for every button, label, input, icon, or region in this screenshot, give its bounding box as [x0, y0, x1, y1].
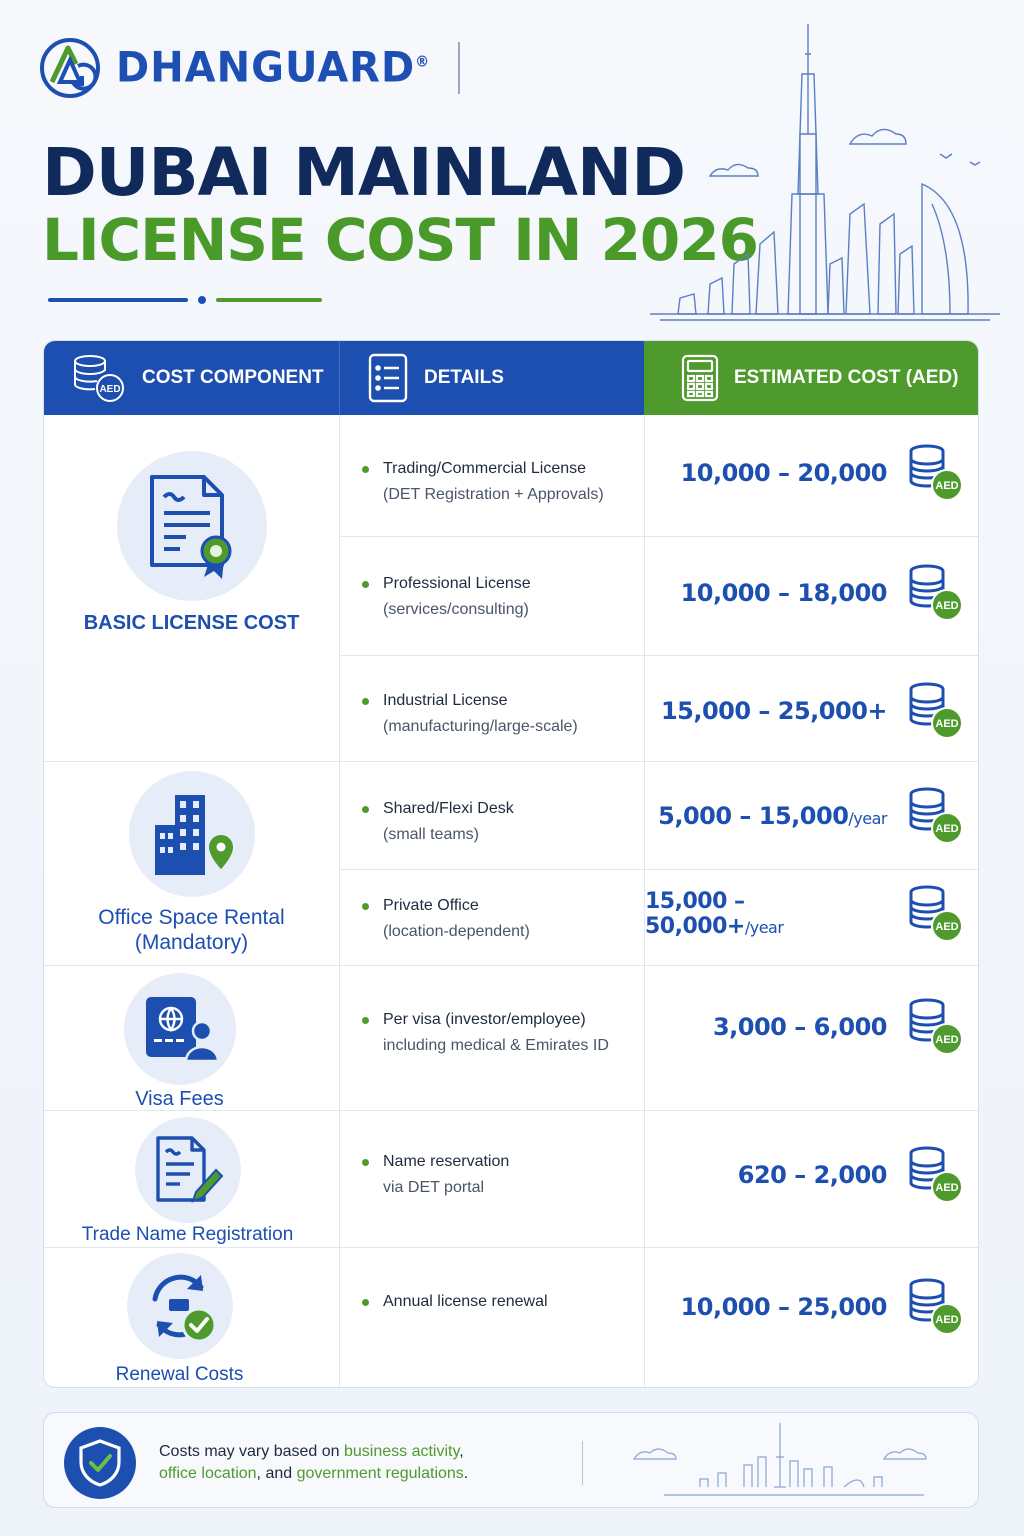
- cost-trading-license: [645, 443, 965, 503]
- cost-shared-desk: [645, 786, 965, 846]
- detail-annual-renewal: [362, 1289, 647, 1315]
- row-divider: [44, 761, 979, 762]
- detail-subtitle: (manufacturing/large-scale): [383, 718, 578, 735]
- building-location-icon: [147, 789, 237, 879]
- detail-professional-license: [362, 571, 647, 623]
- detail-title: Shared/Flexi Desk: [383, 800, 514, 817]
- certificate-icon: [144, 471, 240, 581]
- detail-subtitle: (services/consulting): [383, 601, 529, 618]
- detail-subtitle: (DET Registration + Approvals): [383, 486, 604, 503]
- detail-per-visa: [362, 1007, 647, 1059]
- row-divider: [339, 869, 979, 870]
- group-basic-license: [44, 451, 339, 636]
- bullet: [362, 698, 369, 705]
- detail-title: Annual license renewal: [383, 1293, 548, 1310]
- cost-renewal: [645, 1277, 965, 1337]
- svg-text:AED: AED: [935, 921, 959, 933]
- renewal-check-icon: [139, 1265, 221, 1347]
- cost-value: 5,000 – 15,000/year: [658, 802, 887, 830]
- group-label: Visa Fees: [135, 1088, 224, 1110]
- bullet: [362, 1299, 369, 1306]
- bullet: [362, 581, 369, 588]
- header-label: COST COMPONENT: [142, 367, 324, 388]
- column-divider: [339, 415, 340, 1387]
- group-visa-fees: [43, 973, 327, 1112]
- dubai-skyline-small-illustration: [624, 1417, 954, 1505]
- detail-subtitle: (small teams): [383, 826, 480, 843]
- table-header: [44, 341, 979, 415]
- detail-title: Name reservation: [383, 1153, 510, 1170]
- svg-text:AED: AED: [935, 1034, 959, 1046]
- bullet: [362, 466, 369, 473]
- building-icon-circle: [129, 771, 255, 897]
- svg-text:AED: AED: [935, 600, 959, 612]
- aed-coins-icon: [907, 1145, 965, 1205]
- disclaimer-note: Costs may vary based on business activity, office location, and government regulations.: [159, 1443, 469, 1482]
- detail-subtitle: via DET portal: [383, 1179, 485, 1196]
- header-estimated-cost: [644, 341, 979, 415]
- aed-coins-icon: [907, 443, 965, 503]
- header-cost-component: [44, 341, 339, 415]
- aed-coins-icon: [907, 997, 965, 1057]
- group-renewal: [43, 1253, 327, 1387]
- detail-title: Per visa (investor/employee): [383, 1011, 586, 1028]
- cost-value: 10,000 – 25,000: [680, 1293, 887, 1321]
- aed-coins-icon: [907, 884, 965, 944]
- renewal-icon-circle: [127, 1253, 233, 1359]
- bullet: [362, 1017, 369, 1024]
- aed-coins-icon: [907, 1277, 965, 1337]
- svg-text:AED: AED: [99, 384, 121, 395]
- detail-title: Trading/Commercial License: [383, 460, 587, 477]
- detail-industrial-license: [362, 688, 647, 740]
- group-trade-name: [43, 1117, 335, 1247]
- aed-coins-icon: [907, 786, 965, 846]
- cost-private-office: [645, 884, 965, 944]
- header-label: DETAILS: [424, 367, 504, 388]
- svg-text:AED: AED: [935, 480, 959, 492]
- cost-industrial-license: [645, 681, 965, 741]
- calculator-icon: [680, 353, 720, 403]
- cost-professional-license: [645, 563, 965, 623]
- document-pen-icon-circle: [135, 1117, 241, 1223]
- detail-private-office: [362, 893, 647, 945]
- detail-title: Private Office: [383, 897, 479, 914]
- document-list-icon: [366, 352, 410, 404]
- detail-trading-license: [362, 456, 647, 508]
- detail-name-reservation: [362, 1149, 647, 1201]
- header-label: ESTIMATED COST (AED): [734, 367, 959, 388]
- detail-title: Industrial License: [383, 692, 508, 709]
- group-label: Renewal Costs: [115, 1364, 244, 1385]
- footer-note-box: [43, 1412, 979, 1508]
- brand-name: DHANGUARD®: [116, 43, 431, 93]
- title-underline-blue: [48, 298, 188, 302]
- row-divider: [339, 536, 979, 537]
- document-pen-icon: [150, 1132, 226, 1208]
- detail-shared-desk: [362, 796, 647, 848]
- detail-subtitle: including medical & Emirates ID: [383, 1037, 609, 1054]
- passport-icon-circle: [124, 973, 236, 1085]
- bullet: [362, 903, 369, 910]
- brand-divider: [458, 42, 460, 94]
- title-underline-green: [216, 298, 322, 302]
- svg-text:AED: AED: [935, 1314, 959, 1326]
- svg-text:AED: AED: [935, 718, 959, 730]
- title-underline-dot: [198, 296, 206, 304]
- cost-value: 3,000 – 6,000: [712, 1013, 887, 1041]
- dhanguard-logo-icon: [38, 36, 102, 100]
- cost-value: 15,000 – 50,000+/year: [645, 889, 784, 939]
- detail-title: Professional License: [383, 575, 531, 592]
- svg-text:AED: AED: [935, 1182, 959, 1194]
- page-title-line1: DUBAI MAINLAND: [42, 134, 686, 211]
- group-office-space: [44, 771, 339, 955]
- cost-value: 620 – 2,000: [737, 1161, 887, 1189]
- detail-subtitle: (location-dependent): [383, 923, 530, 940]
- dubai-skyline-illustration: [650, 14, 1000, 324]
- page-title-line2: LICENSE COST IN 2026: [42, 206, 758, 274]
- cost-trade-name: [645, 1145, 965, 1205]
- row-divider: [44, 1247, 979, 1248]
- svg-text:AED: AED: [935, 823, 959, 835]
- bullet: [362, 1159, 369, 1166]
- aed-coins-icon: [907, 681, 965, 741]
- cost-value: 10,000 – 18,000: [680, 579, 887, 607]
- footer-divider: [582, 1441, 583, 1485]
- row-divider: [44, 965, 979, 966]
- brand: [38, 36, 460, 100]
- shield-check-icon: [77, 1438, 123, 1488]
- header-details: [339, 341, 644, 415]
- cost-value: 15,000 – 25,000+: [660, 697, 887, 725]
- shield-check-circle: [64, 1427, 136, 1499]
- row-divider: [339, 655, 979, 656]
- license-cost-table: [43, 340, 979, 1388]
- certificate-icon-circle: [117, 451, 267, 601]
- group-label: BASIC LICENSE COST: [83, 612, 300, 634]
- aed-coins-icon: [907, 563, 965, 623]
- bullet: [362, 806, 369, 813]
- group-label: Trade Name Registration: [81, 1224, 294, 1245]
- cost-value: 10,000 – 20,000: [680, 459, 887, 487]
- cost-visa: [645, 997, 965, 1057]
- passport-person-icon: [140, 989, 220, 1069]
- group-label: Office Space Rental: [98, 906, 285, 929]
- group-sublabel: (Mandatory): [134, 931, 249, 955]
- coins-aed-icon: [70, 352, 128, 404]
